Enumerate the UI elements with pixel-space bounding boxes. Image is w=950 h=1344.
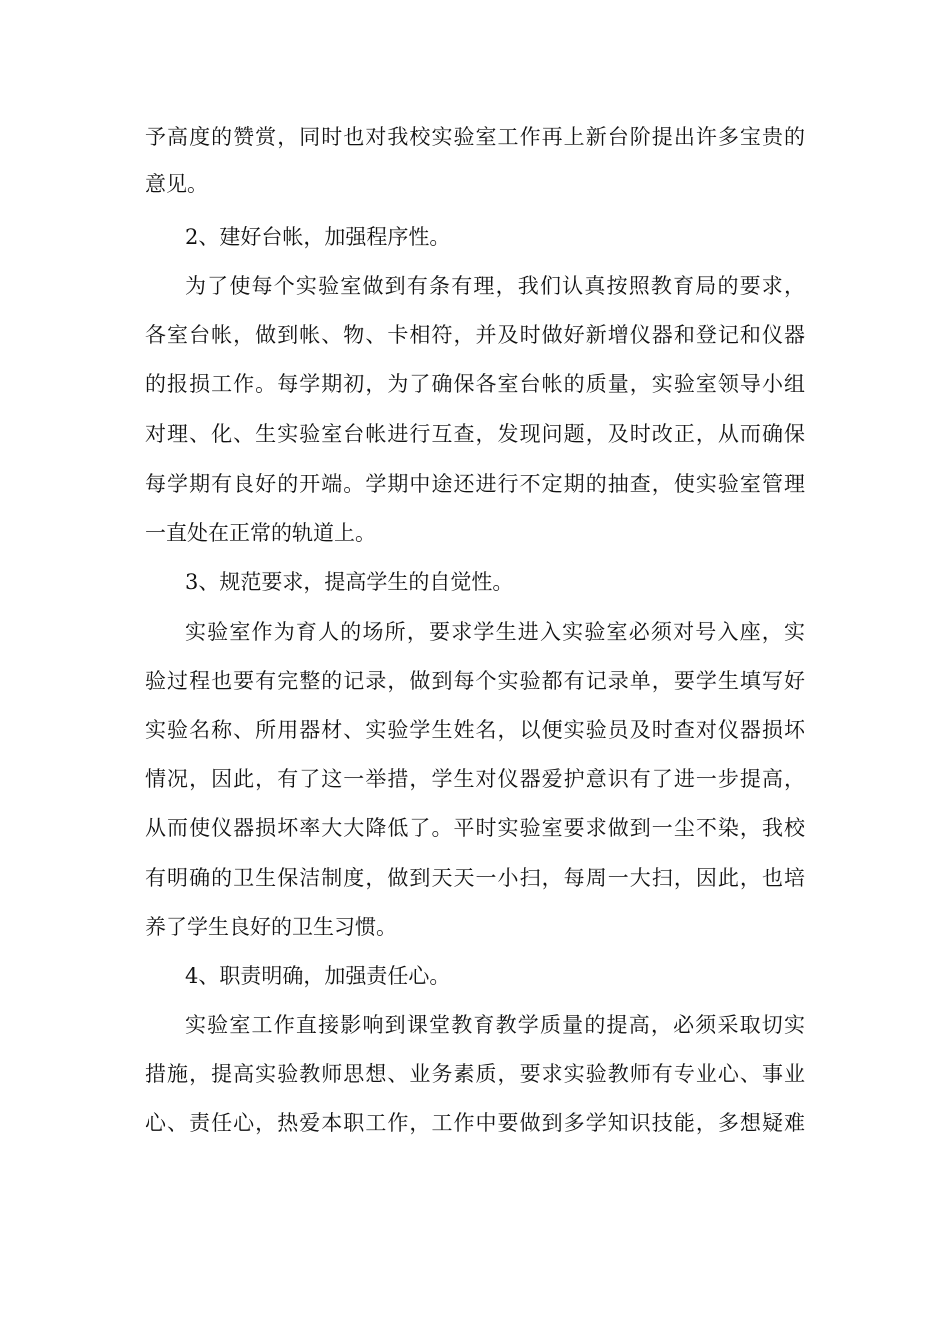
text-line: 为了使每个实验室做到有条有理，我们认真按照教育局的要求，	[185, 274, 805, 298]
section-heading: 3、规范要求，提高学生的自觉性。	[185, 570, 514, 594]
section-heading: 4、职责明确，加强责任心。	[185, 964, 451, 988]
text-line: 每学期有良好的开端。学期中途还进行不定期的抽查，使实验室管理	[145, 472, 805, 496]
section-heading: 2、建好台帐，加强程序性。	[185, 225, 451, 249]
text-line: 措施，提高实验教师思想、业务素质，要求实验教师有专业心、事业	[145, 1062, 805, 1086]
text-line: 实验室工作直接影响到课堂教育教学质量的提高，必须采取切实	[185, 1013, 805, 1037]
text-line: 有明确的卫生保洁制度，做到天天一小扫，每周一大扫，因此，也培	[145, 866, 805, 890]
text-line: 的报损工作。每学期初，为了确保各室台帐的质量，实验室领导小组	[145, 372, 805, 396]
text-line: 验过程也要有完整的记录，做到每个实验都有记录单，要学生填写好	[145, 669, 805, 693]
text-line: 实验室作为育人的场所，要求学生进入实验室必须对号入座，实	[185, 620, 805, 644]
text-line: 实验名称、所用器材、实验学生姓名，以便实验员及时查对仪器损坏	[145, 718, 805, 742]
text-line: 情况，因此，有了这一举措，学生对仪器爱护意识有了进一步提高，	[145, 767, 805, 791]
text-line: 予高度的赞赏，同时也对我校实验室工作再上新台阶提出许多宝贵的	[145, 125, 805, 149]
text-line: 各室台帐，做到帐、物、卡相符，并及时做好新增仪器和登记和仪器	[145, 323, 805, 347]
text-line: 意见。	[145, 172, 208, 196]
text-line: 从而使仪器损坏率大大降低了。平时实验室要求做到一尘不染，我校	[145, 816, 805, 840]
text-line: 心、责任心，热爱本职工作，工作中要做到多学知识技能，多想疑难	[145, 1111, 805, 1135]
text-line: 对理、化、生实验室台帐进行互查，发现问题，及时改正，从而确保	[145, 422, 805, 446]
text-line: 一直处在正常的轨道上。	[145, 521, 376, 545]
text-line: 养了学生良好的卫生习惯。	[145, 915, 397, 939]
